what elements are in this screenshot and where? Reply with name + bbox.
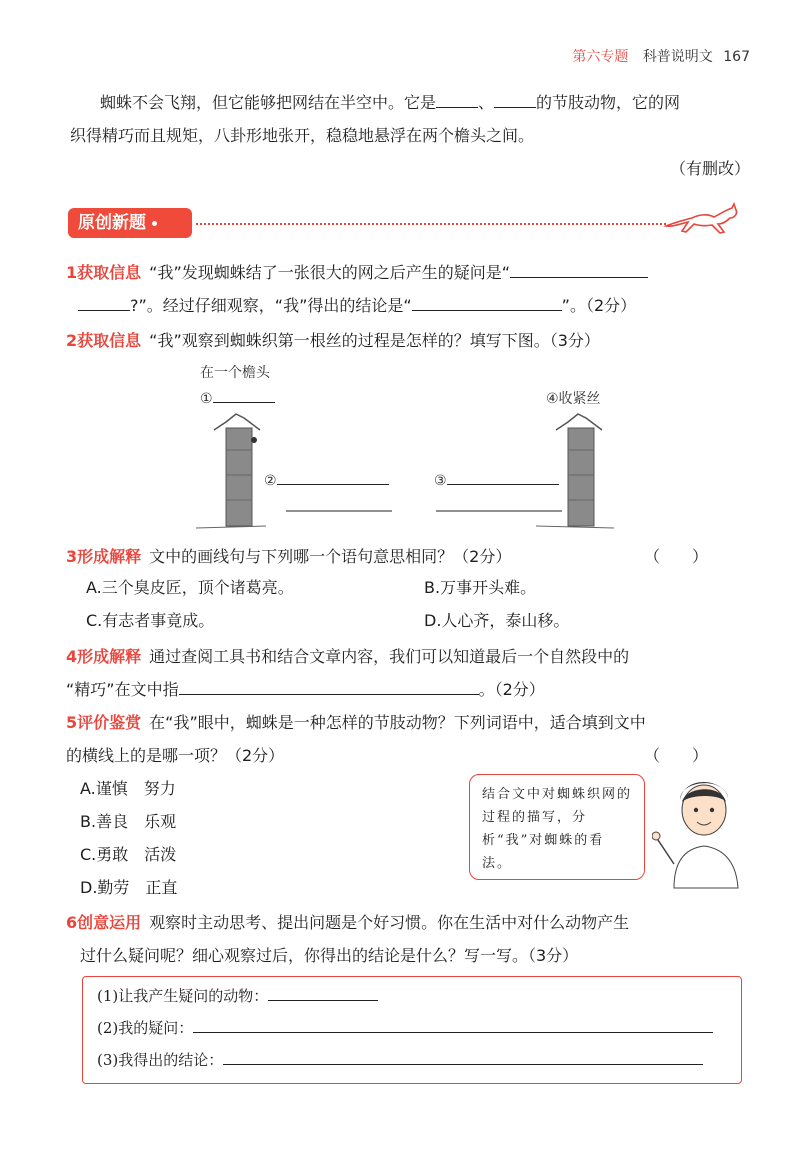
page-header	[572, 46, 750, 66]
diagram-step-3: ③	[434, 470, 559, 489]
q5-option-a[interactable]: A.谨慎 努力	[80, 779, 176, 798]
question-1-line-1: 1获取信息 “我”发现蜘蛛结了一张很大的网之后产生的疑问是“	[66, 256, 766, 289]
q5-option-d[interactable]: D.勤劳 正直	[80, 878, 178, 897]
question-1-line-2: ?”。经过仔细观察，“我”得出的结论是“ ”。（2分）	[66, 289, 766, 322]
q3-option-c[interactable]: C.有志者事竟成。	[86, 611, 215, 630]
answer-line-2[interactable]: (2)我的疑问：	[97, 1017, 713, 1038]
hint-bubble: 结合文中对蜘蛛织网的过程的描写，分析“我”对蜘蛛的看法。	[469, 774, 645, 880]
answer-line-1[interactable]: (1)让我产生疑问的动物：	[97, 985, 378, 1006]
q3-option-a[interactable]: A.三个臭皮匠，顶个诸葛亮。	[86, 578, 294, 597]
passage-source: （有删改）	[669, 159, 750, 178]
spider-icon	[251, 437, 257, 443]
passage-line-1: 蜘蛛不会飞翔，但它能够把网结在半空中。它是 、 的节肢动物，它的网	[100, 93, 681, 112]
q3-option-b[interactable]: B.万事开头难。	[424, 578, 537, 597]
question-5-line-1: 5评价鉴赏 在“我”眼中，蜘蛛是一种怎样的节肢动物？下列词语中，适合填到文中	[66, 713, 646, 732]
answer-paren-3[interactable]: （ ）	[643, 547, 708, 566]
question-6-line-2: 过什么疑问呢？细心观察过后，你得出的结论是什么？写一写。（3分）	[80, 946, 579, 965]
section-divider	[196, 223, 666, 225]
question-6-line-1: 6创意运用 观察时主动思考、提出问题是个好习惯。你在生活中对什么动物产生	[66, 913, 630, 932]
left-pillar	[214, 414, 260, 526]
question-2: 2获取信息 “我”观察到蜘蛛织第一根丝的过程是怎样的？填写下图。（3分）	[66, 331, 600, 350]
q5-option-b[interactable]: B.善良 乐观	[80, 812, 177, 831]
right-pillar	[556, 414, 602, 526]
running-cat-icon	[662, 200, 742, 238]
diagram-step-1: ①	[200, 388, 275, 407]
q5-option-c[interactable]: C.勇敢 活泼	[80, 845, 177, 864]
diagram-step-2: ②	[264, 470, 389, 489]
answer-paren-5[interactable]: （ ）	[643, 746, 708, 765]
eaves-diagram	[196, 400, 616, 532]
question-4-line-1: 4形成解释 通过查阅工具书和结合文章内容，我们可以知道最后一个自然段中的	[66, 647, 630, 666]
boy-avatar-icon	[652, 770, 752, 890]
page-number: 167	[723, 49, 750, 65]
diagram-step-4: ④收紧丝	[546, 391, 601, 407]
answer-box	[82, 976, 742, 1084]
passage-line-2: 织得精巧而且规矩，八卦形地张开，稳稳地悬浮在两个檐头之间。	[70, 126, 535, 145]
question-4-line-2: “精巧”在文中指 。（2分）	[66, 680, 545, 699]
question-5-line-2: 的横线上的是哪一项？（2分） （ ）	[66, 739, 766, 772]
answer-line-3[interactable]: (3)我得出的结论：	[97, 1049, 703, 1070]
q3-option-d[interactable]: D.人心齐，泰山移。	[424, 611, 570, 630]
topic-label: 第六专题	[572, 49, 629, 65]
question-3: 3形成解释 文中的画线句与下列哪一个语句意思相同？（2分） （ ）	[66, 540, 766, 573]
subject-label: 科普说明文	[642, 49, 713, 65]
diagram-label-top: 在一个檐头	[200, 365, 270, 381]
section-badge: 原创新题	[68, 208, 192, 238]
